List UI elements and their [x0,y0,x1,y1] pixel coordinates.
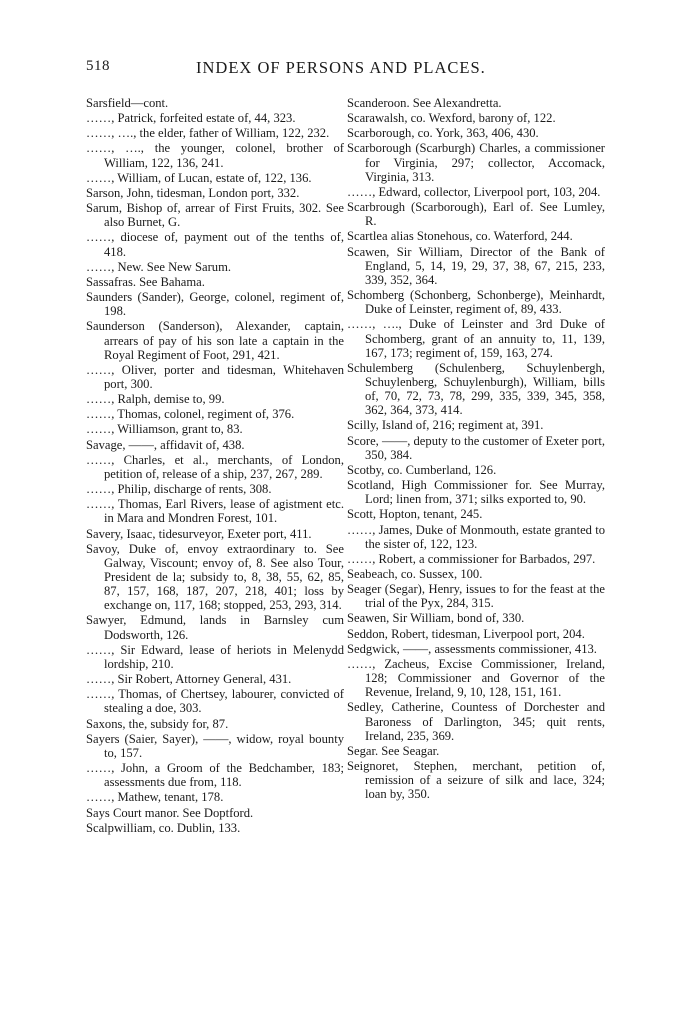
index-entry: Scarawalsh, co. Wexford, barony of, 122. [347,111,556,126]
index-entry: Sawyer, Edmund, lands in Barnsley cum Dodsworth, 126. [86,613,344,642]
index-entry: ……, diocese of, payment out of the tenths of, 418. [86,230,344,259]
index-entry: ……, Thomas, of Chertsey, labourer, convicted of stealing a doe, 303. [86,687,344,716]
index-entry: Segar. See Seagar. [347,743,440,758]
index-entry: Saunderson (Sanderson), Alexander, captain, arrears of pay of his son late a captain in the Royal Regiment of Foot, 291, 421. [86,319,344,362]
index-entry: ……, Sir Edward, lease of heriots in Melenydd lordship, 210. [86,642,344,671]
index-entry: Scartlea alias Stonehous, co. Waterford, 244. [347,229,573,244]
index-entry: ……, …., the elder, father of William, 122, 232. [86,126,330,141]
index-entry: ……, …., the younger, colonel, brother of William, 122, 136, 241. [86,141,344,170]
index-entry: Savery, Isaac, tidesurveyor, Exeter port, 411. [86,526,312,541]
running-head: INDEX OF PERSONS AND PLACES. [196,58,486,77]
index-entry: Sarum, Bishop of, arrear of First Fruits, 302. See also Burnet, G. [86,201,344,230]
index-entry: Seignoret, Stephen, merchant, petition of, remission of a seizure of silk and lace, 324; loan by, 350. [347,759,605,802]
index-entry: Savoy, Duke of, envoy extraordinary to. See Galway, Viscount; envoy of, 8. See also Tour, President de la; subsidy to, 8, 38, 55, 62, 85, 87, 157, 168, 187, 207, 218, 401; loss by exchange on, 117, 168; stopped, 253, 293, 314. [86,541,344,613]
index-entry: Seawen, Sir William, bond of, 330. [347,611,525,626]
index-entry: Scawen, Sir William, Director of the Bank of England, 5, 14, 19, 29, 37, 38, 67, 215, 233, 339, 352, 364. [347,244,605,287]
index-entry: ……, Sir Robert, Attorney General, 431. [86,672,292,687]
index-entry: ……, James, Duke of Monmouth, estate granted to the sister of, 122, 123. [347,522,605,551]
index-entry: ……, Zacheus, Excise Commissioner, Ireland, 128; Commissioner and Governor of the Revenue, Ireland, 9, 10, 128, 151, 161. [347,656,605,700]
index-entry: Scotby, co. Cumberland, 126. [347,462,497,477]
index-entry: ……, Edward, collector, Liverpool port, 103, 204. [347,184,601,199]
index-column-left [86,96,344,836]
index-entry: Sarson, John, tidesman, London port, 332. [86,185,300,200]
index-entry: Scalpwilliam, co. Dublin, 133. [86,820,241,835]
index-entry: Sedgwick, ——, assessments commissioner, 413. [347,641,597,656]
index-entry: Scarbrough (Scarborough), Earl of. See Lumley, R. [347,200,605,229]
index-entry: ……, Williamson, grant to, 83. [86,422,243,437]
index-entry: ……, Oliver, porter and tidesman, Whitehaven port, 300. [86,362,344,391]
index-entry: Scilly, Island of, 216; regiment at, 391. [347,418,544,433]
index-entry: Scanderoon. See Alexandretta. [347,96,502,110]
index-entry: Savage, ——, affidavit of, 438. [86,437,245,452]
index-entry: Sassafras. See Bahama. [86,274,205,289]
index-entry: ……, Charles, et al., merchants, of London, petition of, release of a ship, 237, 267, 289. [86,452,344,481]
index-entry: Saunders (Sander), George, colonel, regiment of, 198. [86,290,344,319]
index-entry: ……, New. See New Sarum. [86,259,232,274]
index-entry: ……, Mathew, tenant, 178. [86,790,224,805]
index-entry: ……, Robert, a commissioner for Barbados, 297. [347,551,596,566]
index-entry: Schulemberg (Schulenberg, Schuylenbergh, Schuylenberg, Schuylenburgh), William, bills of, 70, 72, 73, 78, 299, 335, 339, 345, 358, 362, 364, 373, 414. [347,360,605,418]
index-entry: Score, ——, deputy to the customer of Exeter port, 350, 384. [347,433,605,462]
index-entry: Scott, Hopton, tenant, 245. [347,507,483,522]
index-entry: Scotland, High Commissioner for. See Murray, Lord; linen from, 371; silks exported to, 90. [347,478,605,507]
index-entry: Seager (Segar), Henry, issues to for the feast at the trial of the Pyx, 284, 315. [347,582,605,611]
page-header [86,58,606,82]
index-column-right [347,96,605,803]
index-entry: ……, Thomas, colonel, regiment of, 376. [86,407,295,422]
index-entry: Sayers (Saier, Sayer), ——, widow, royal bounty to, 157. [86,731,344,760]
index-entry: Scarborough, co. York, 363, 406, 430. [347,126,539,141]
page-number: 518 [86,58,110,74]
index-entry: ……, Patrick, forfeited estate of, 44, 323. [86,111,296,126]
index-entry: Saxons, the, subsidy for, 87. [86,716,229,731]
index-entry: Sarsfield—cont. [86,96,169,110]
index-entry: Seddon, Robert, tidesman, Liverpool port, 204. [347,626,585,641]
index-entry: ……, Ralph, demise to, 99. [86,392,225,407]
index-entry: ……, William, of Lucan, estate of, 122, 136. [86,170,312,185]
index-entry: ……, …., Duke of Leinster and 3rd Duke of Schomberg, grant of an annuity to, 11, 139, 167, 173; regiment of, 159, 163, 274. [347,317,605,360]
index-entry: Sedley, Catherine, Countess of Dorchester and Baroness of Darlington, 345; quit rents, Ireland, 235, 369. [347,700,605,743]
index-entry: ……, Thomas, Earl Rivers, lease of agistment etc. in Mara and Mondren Forest, 101. [86,497,344,526]
index-entry: Scarborough (Scarburgh) Charles, a commissioner for Virginia, 297; collector, Accomack, Virginia, 313. [347,141,605,184]
index-entry: ……, John, a Groom of the Bedchamber, 183; assessments due from, 118. [86,761,344,790]
index-entry: ……, Philip, discharge of rents, 308. [86,482,272,497]
index-entry: Schomberg (Schonberg, Schonberge), Meinhardt, Duke of Leinster, regiment of, 89, 433. [347,288,605,317]
index-entry: Says Court manor. See Doptford. [86,805,254,820]
index-entry: Seabeach, co. Sussex, 100. [347,567,483,581]
